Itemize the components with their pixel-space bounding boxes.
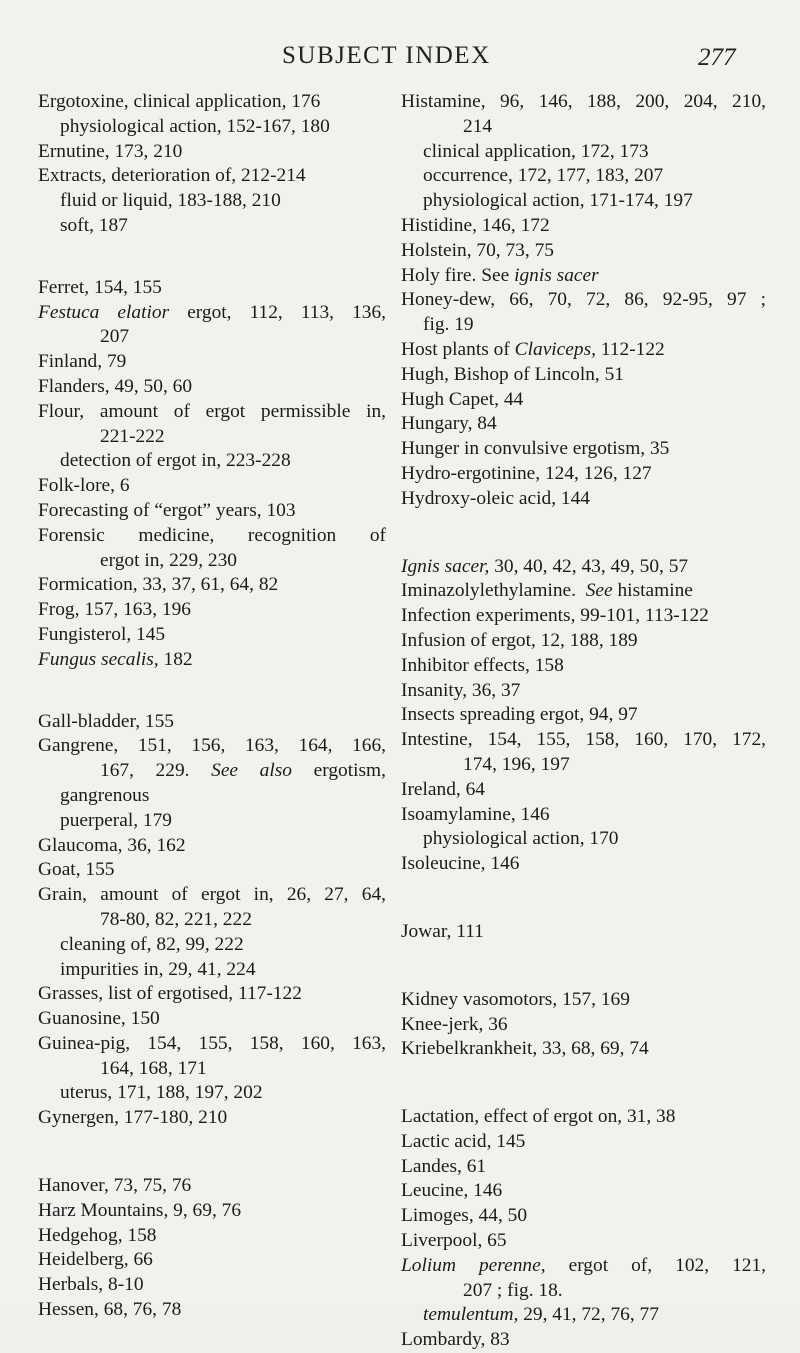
index-entry: Holstein, 70, 73, 75 [401, 239, 554, 261]
index-entry: Limoges, 44, 50 [401, 1205, 528, 1227]
index-entry-italic: temulentum, [423, 1304, 519, 1326]
index-subentry: occurrence, 172, 177, 183, 207 [423, 165, 664, 187]
index-entry: Finland, 79 [38, 351, 127, 373]
index-entry: Insects spreading ergot, 94, 97 [401, 704, 638, 726]
index-entry-continuation: fig. 19 [423, 314, 474, 336]
index-entry: Infection experiments, 99-101, 113-122 [401, 605, 709, 627]
index-subentry [401, 1303, 766, 1328]
index-entry: Liverpool, 65 [401, 1230, 507, 1252]
index-entry-continuation: 174, 196, 197 [463, 753, 570, 775]
index-subentry: puerperal, 179 [60, 809, 172, 831]
index-entry: Hydroxy-oleic acid, 144 [401, 487, 591, 509]
index-entry-continuation: 207 ; fig. 18. [463, 1279, 563, 1301]
index-entry: Knee-jerk, 36 [401, 1013, 508, 1035]
index-entry: Guanosine, 150 [38, 1008, 160, 1030]
index-entry: Lactic acid, 145 [401, 1130, 526, 1152]
index-column-left [38, 90, 386, 1323]
index-entry: Formication, 33, 37, 61, 64, 82 [38, 574, 279, 596]
index-subentry: uterus, 171, 188, 197, 202 [60, 1082, 263, 1104]
index-column-right [401, 90, 766, 1353]
index-entry [401, 555, 766, 580]
index-entry: Flour, amount of ergot permissible in, [38, 400, 386, 422]
index-entry: Insanity, 36, 37 [401, 679, 521, 701]
index-entry: Hanover, 73, 75, 76 [38, 1175, 192, 1197]
index-entry [401, 338, 766, 363]
index-entry: Inhibitor effects, 158 [401, 654, 564, 676]
index-entry-text: 182 [163, 648, 193, 670]
index-entry: Hugh Capet, 44 [401, 388, 524, 410]
index-entry-italic: Ignis sacer, [401, 555, 490, 577]
index-entry: Ernutine, 173, 210 [38, 140, 183, 162]
index-entry: Goat, 155 [38, 859, 115, 881]
index-entry-text: Holy fire. See [401, 264, 510, 286]
index-subentry: detection of ergot in, 223-228 [60, 450, 291, 472]
index-entry: Isoamylamine, 146 [401, 803, 550, 825]
index-entry-italic: Lolium perenne, [401, 1254, 546, 1276]
index-subentry: cleaning of, 82, 99, 222 [60, 933, 244, 955]
index-entry-text: histamine [617, 580, 693, 602]
index-entry: Frog, 157, 163, 196 [38, 599, 191, 621]
index-subentry: physiological action, 171-174, 197 [423, 190, 693, 212]
page-number: 277 [698, 44, 736, 71]
index-entry-italic: Fungus secalis, [38, 648, 159, 670]
index-entry: Harz Mountains, 9, 69, 76 [38, 1199, 242, 1221]
index-entry: Guinea-pig, 154, 155, 158, 160, 163, [38, 1032, 386, 1054]
page-header [0, 42, 800, 78]
index-entry: Ferret, 154, 155 [38, 276, 162, 298]
index-entry-continuation [38, 759, 386, 784]
index-entry [38, 301, 386, 326]
index-subentry: impurities in, 29, 41, 224 [60, 958, 256, 980]
index-entry: Kidney vasomotors, 157, 169 [401, 988, 630, 1010]
index-entry [401, 264, 766, 289]
index-entry-text: 167, 229. [100, 760, 190, 782]
index-entry-text: 29, 41, 72, 76, 77 [523, 1304, 659, 1326]
index-subentry: physiological action, 152-167, 180 [60, 115, 330, 137]
index-entry: Ireland, 64 [401, 778, 485, 800]
index-entry: Heidelberg, 66 [38, 1249, 153, 1271]
index-entry: Histidine, 146, 172 [401, 214, 550, 236]
index-entry: Hydro-ergotinine, 124, 126, 127 [401, 462, 652, 484]
index-entry-text: 112-122 [600, 338, 665, 360]
index-entry-continuation: 164, 168, 171 [100, 1057, 207, 1079]
index-entry: Jowar, 111 [401, 920, 484, 942]
index-entry: Forensic medicine, recognition of [38, 524, 386, 546]
index-entry: Honey-dew, 66, 70, 72, 86, 92-95, 97 ; [401, 289, 766, 311]
index-entry-italic: Festuca elatior [38, 301, 170, 323]
index-entry-text: ergot of, 102, 121, [568, 1254, 767, 1276]
index-entry: Gall-bladder, 155 [38, 710, 174, 732]
index-entry: Forecasting of “ergot” years, 103 [38, 499, 296, 521]
index-entry [38, 648, 386, 673]
index-entry-italic: See also [211, 760, 292, 782]
index-entry: Ergotoxine, clinical application, 176 [38, 91, 321, 112]
index-subentry: soft, 187 [60, 214, 128, 236]
index-entry: Isoleucine, 146 [401, 853, 520, 875]
index-entry: Hessen, 68, 76, 78 [38, 1299, 182, 1321]
index-entry-text: ergot, 112, 113, 136, [187, 301, 387, 323]
index-entry-text: ergotism, [313, 760, 386, 782]
index-entry-italic: Claviceps, [514, 338, 596, 360]
index-entry: Landes, 61 [401, 1155, 487, 1177]
index-entry-continuation: gangrenous [60, 784, 150, 806]
index-entry-text: 30, 40, 42, 43, 49, 50, 57 [494, 555, 689, 577]
index-subentry: physiological action, 170 [423, 828, 619, 850]
index-entry [401, 1254, 766, 1279]
index-entry: Lombardy, 83 [401, 1329, 510, 1351]
index-entry: Leucine, 146 [401, 1180, 503, 1202]
index-entry: Glaucoma, 36, 162 [38, 834, 186, 856]
index-entry: Flanders, 49, 50, 60 [38, 375, 193, 397]
index-subentry: fluid or liquid, 183-188, 210 [60, 190, 281, 212]
index-subentry: clinical application, 172, 173 [423, 140, 649, 162]
index-entry-text: Host plants of [401, 338, 510, 360]
index-entry: Histamine, 96, 146, 188, 200, 204, 210, [401, 91, 766, 112]
index-entry: Hedgehog, 158 [38, 1224, 157, 1246]
index-entry: Infusion of ergot, 12, 188, 189 [401, 629, 638, 651]
index-entry-text: Iminazolylethylamine. [401, 580, 576, 602]
index-entry: Kriebelkrankheit, 33, 68, 69, 74 [401, 1038, 649, 1060]
index-entry: Hungary, 84 [401, 413, 497, 435]
index-entry: Intestine, 154, 155, 158, 160, 170, 172, [401, 729, 766, 751]
index-entry-continuation: 221-222 [100, 425, 165, 447]
index-entry-continuation: 214 [463, 115, 493, 137]
index-entry: Hunger in convulsive ergotism, 35 [401, 438, 670, 460]
index-entry: Lactation, effect of ergot on, 31, 38 [401, 1106, 676, 1128]
index-entry: Folk-lore, 6 [38, 475, 130, 497]
index-entry-italic: ignis sacer [514, 264, 599, 286]
index-entry: Fungisterol, 145 [38, 623, 166, 645]
index-entry: Herbals, 8-10 [38, 1274, 144, 1296]
index-entry-continuation: 207 [100, 326, 130, 348]
index-entry-continuation: ergot in, 229, 230 [100, 549, 237, 571]
index-entry: Grasses, list of ergotised, 117-122 [38, 983, 302, 1005]
index-entry: Gynergen, 177-180, 210 [38, 1107, 228, 1129]
index-entry: Grain, amount of ergot in, 26, 27, 64, [38, 884, 386, 906]
index-entry: Gangrene, 151, 156, 163, 164, 166, [38, 735, 386, 757]
index-entry: Extracts, deterioration of, 212-214 [38, 165, 306, 187]
index-entry-italic: See [585, 580, 613, 602]
page-title: SUBJECT INDEX [282, 42, 491, 69]
index-entry-continuation: 78-80, 82, 221, 222 [100, 908, 252, 930]
index-entry [401, 579, 766, 604]
index-entry: Hugh, Bishop of Lincoln, 51 [401, 363, 624, 385]
